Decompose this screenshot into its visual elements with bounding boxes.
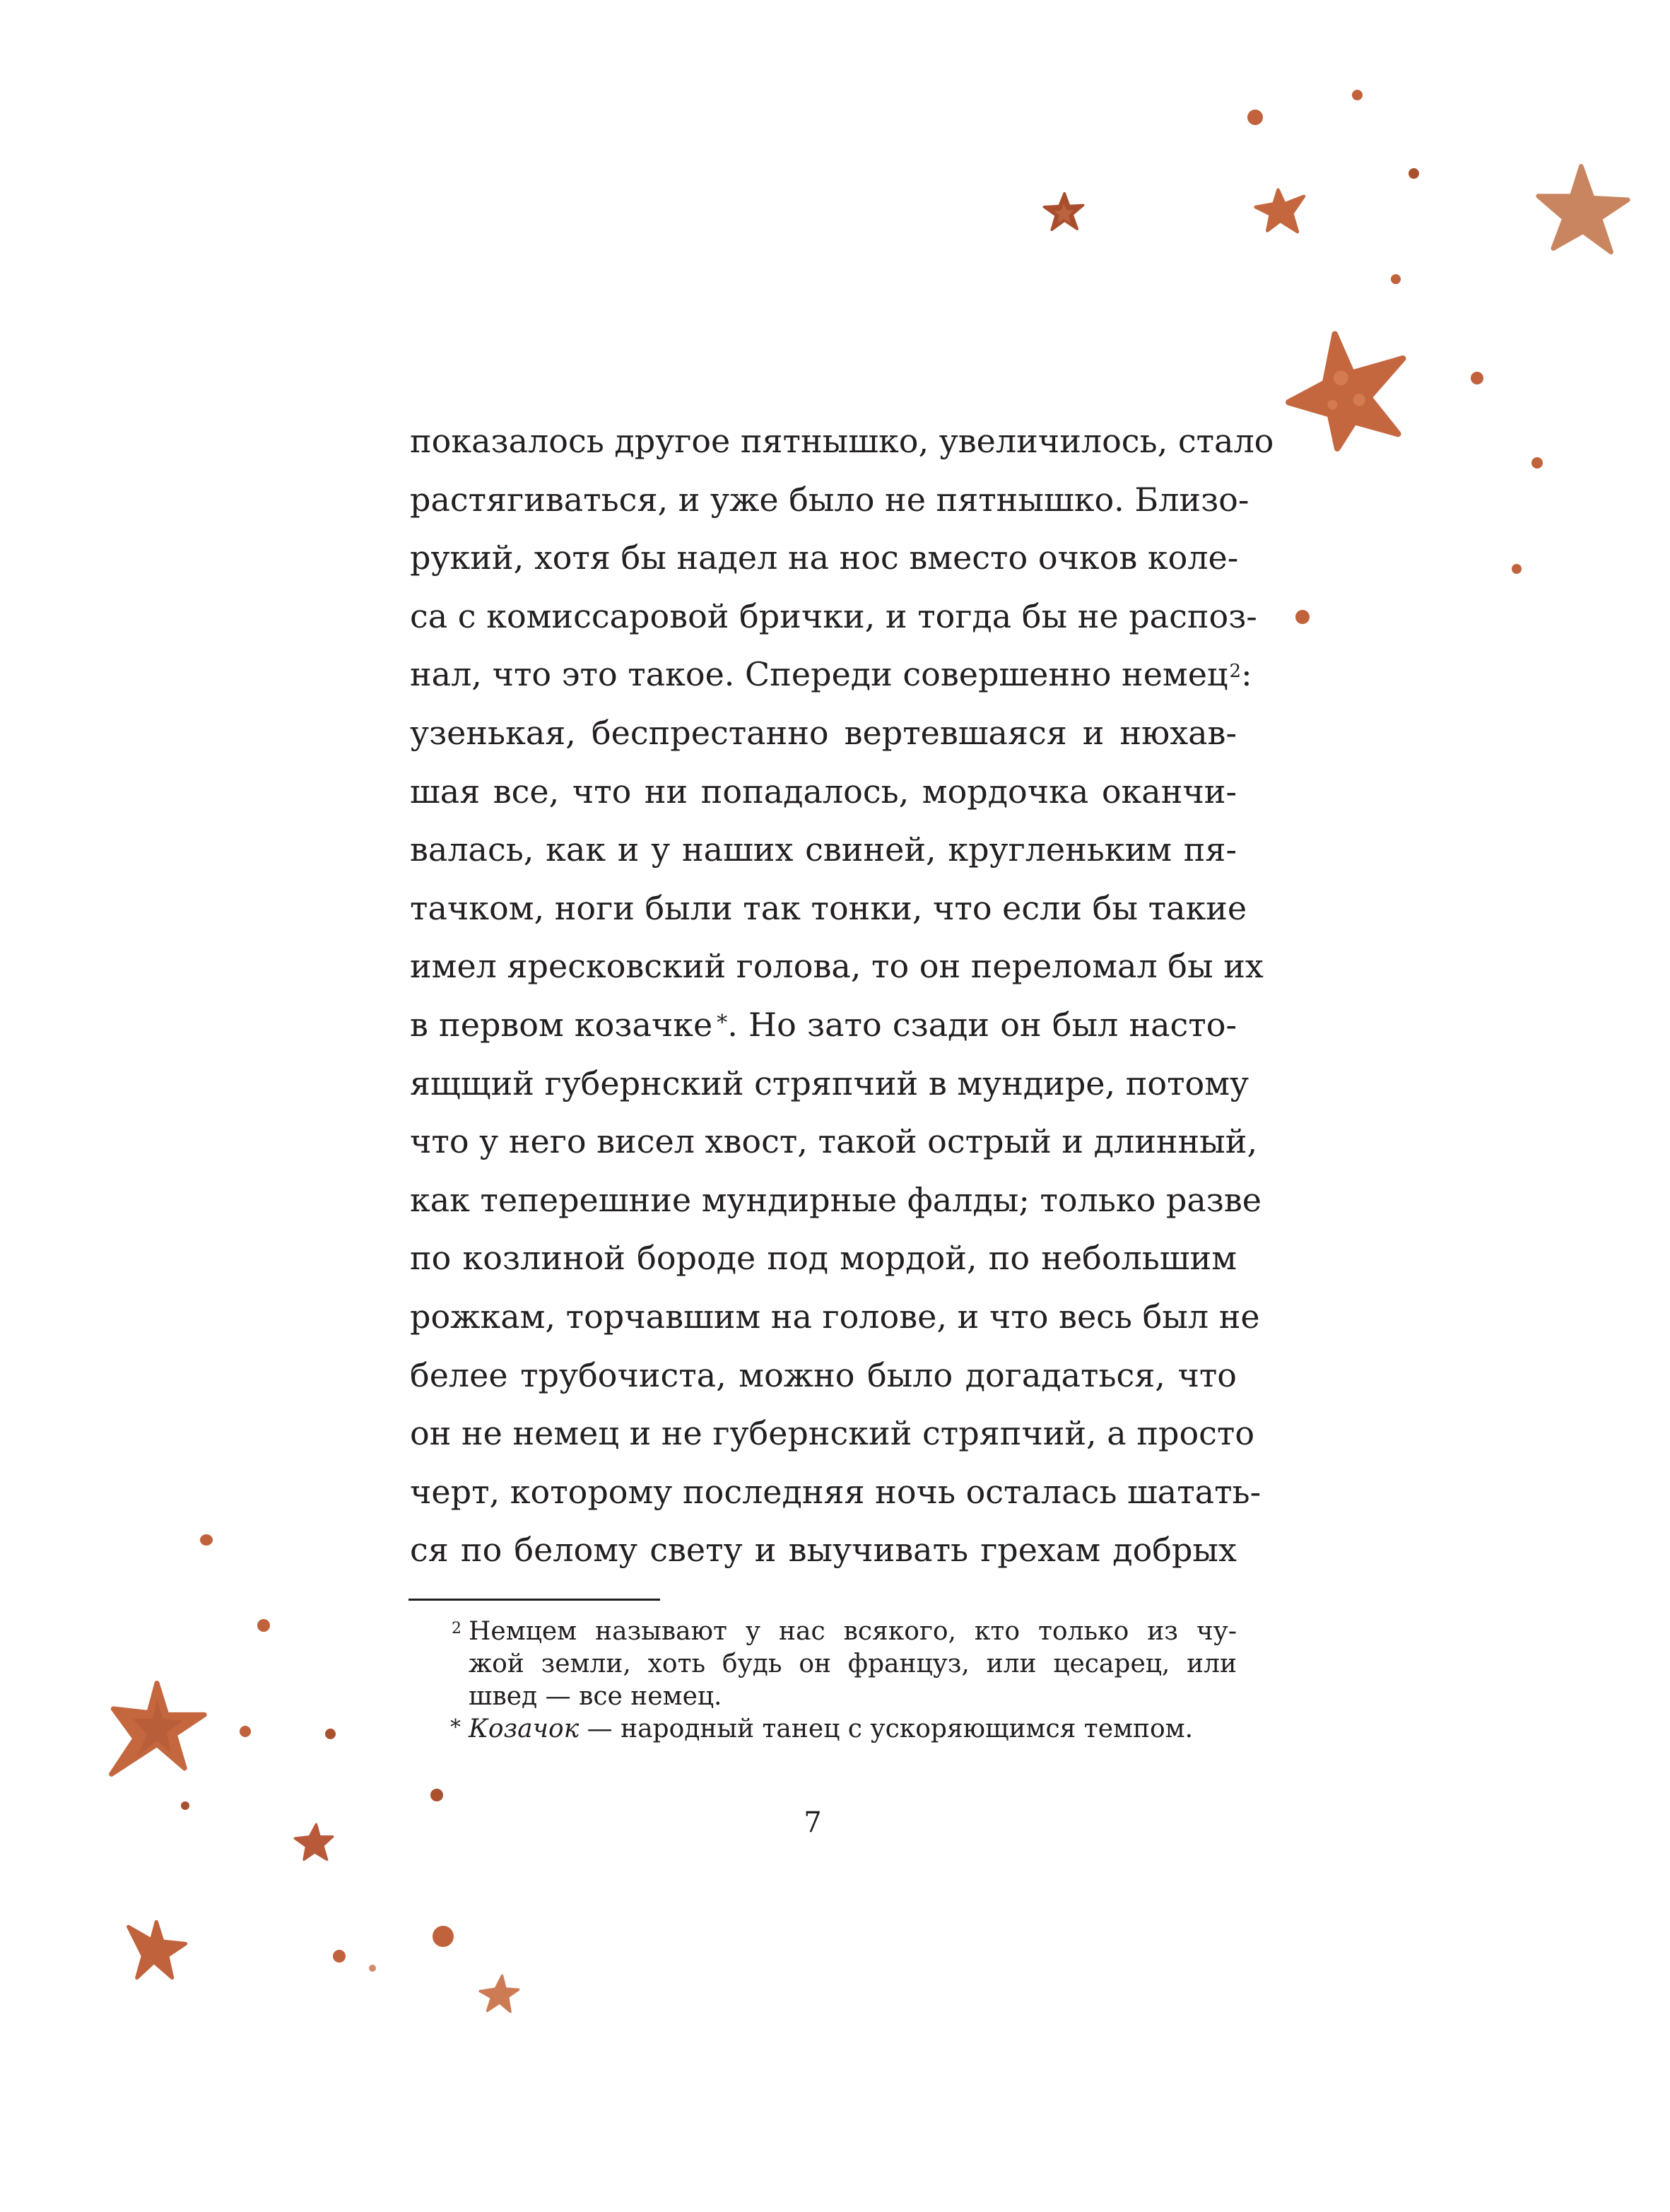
text-line: по козлиной бороде под мордой, по небольшим [410,1239,1237,1278]
text-line: ся по белому свету и выучивать грехам добрых [410,1531,1237,1570]
dot-icon [1247,110,1263,125]
dot-icon [333,1950,346,1963]
footnote-2: 2 Немцем называют у нас всякого, кто только из чу- [469,1616,1237,1648]
dot-icon [1391,274,1401,284]
footnotes [450,1616,1237,1746]
footnote-definition: — народный танец с ускоряющимся темпом. [579,1714,1194,1743]
text-line: белее трубочиста, можно было догадаться, что [410,1355,1237,1394]
text-line: имел яресковский голова, то он переломал бы их [410,947,1264,986]
text-line: рукий, хотя бы надел на нос вместо очков коле- [410,539,1239,577]
text-line: ящщий губернский стряпчий в мундире, потому [410,1064,1249,1102]
text-line: что у него висел хвост, такой острый и длинный, [410,1122,1258,1161]
dot-icon [1471,372,1483,384]
text-line: валась, как и у наших свиней, кругленьким пя- [410,830,1237,869]
footnote-2-line: жой земли, хоть будь он француз, или цесарец, или [469,1649,1237,1678]
text-line: узенькая, беспрестанно вертевшаяся и нюхав- [410,713,1237,752]
footnote-2-line: швед — все немец. [469,1682,722,1711]
star-icon [1042,191,1085,233]
text-line: растягиваться, и уже было не пятнышко. Близо- [410,480,1249,519]
text-line: в первом козачке *. Но зато сзади он был насто- [410,1005,1237,1044]
dot-icon [325,1729,336,1739]
dot-icon [1352,90,1363,100]
footnote-term: Козачок [469,1714,580,1743]
dot-icon [181,1801,189,1810]
star-icon [107,1679,206,1778]
star-icon [1252,182,1306,236]
dot-icon [240,1726,251,1737]
footnote-marker: 2 [452,1620,461,1637]
text-line: показалось другое пятнышко, увеличилось, стало [410,422,1274,460]
body-text [410,412,1274,1579]
star-icon [1536,161,1630,257]
text-line: тачком, ноги были так тонки, что если бы такие [410,888,1247,927]
dot-icon [433,1926,454,1947]
dot-icon [1409,168,1419,179]
footnote-separator [408,1599,660,1601]
text-line: шая все, что ни попадалось, мордочка оканчи- [410,772,1237,811]
footnote-ref[interactable]: 2 [1229,661,1242,683]
text-line: он не немец и не губернский стряпчий, а просто [410,1414,1255,1453]
dot-icon [369,1965,376,1972]
dot-icon [200,1534,213,1546]
page-number: 7 [804,1806,822,1839]
text-line: са с комиссаровой брички, и тогда бы не распоз- [410,596,1257,635]
footnote-asterisk [450,1713,1237,1746]
star-icon [478,1973,522,2014]
footnote-ref[interactable]: * [717,1010,728,1035]
text-line: нал, что это такое. Спереди совершенно немец$^2$: [410,655,1252,694]
star-icon [127,1917,188,1983]
dot-icon [430,1789,443,1801]
dot-icon [257,1619,270,1632]
dot-icon [1295,610,1310,624]
text-line: как теперешние мундирные фалды; только разве [410,1180,1262,1219]
dot-icon [1531,457,1543,469]
star-icon [1286,326,1408,454]
text-line: рожкам, торчавшим на голове, и что весь был не [410,1297,1260,1336]
star-icon [293,1821,334,1864]
footnote-marker: * [450,1715,461,1740]
dot-icon [1512,564,1522,574]
text-line: черт, которому последняя ночь осталась шатать- [410,1472,1262,1511]
